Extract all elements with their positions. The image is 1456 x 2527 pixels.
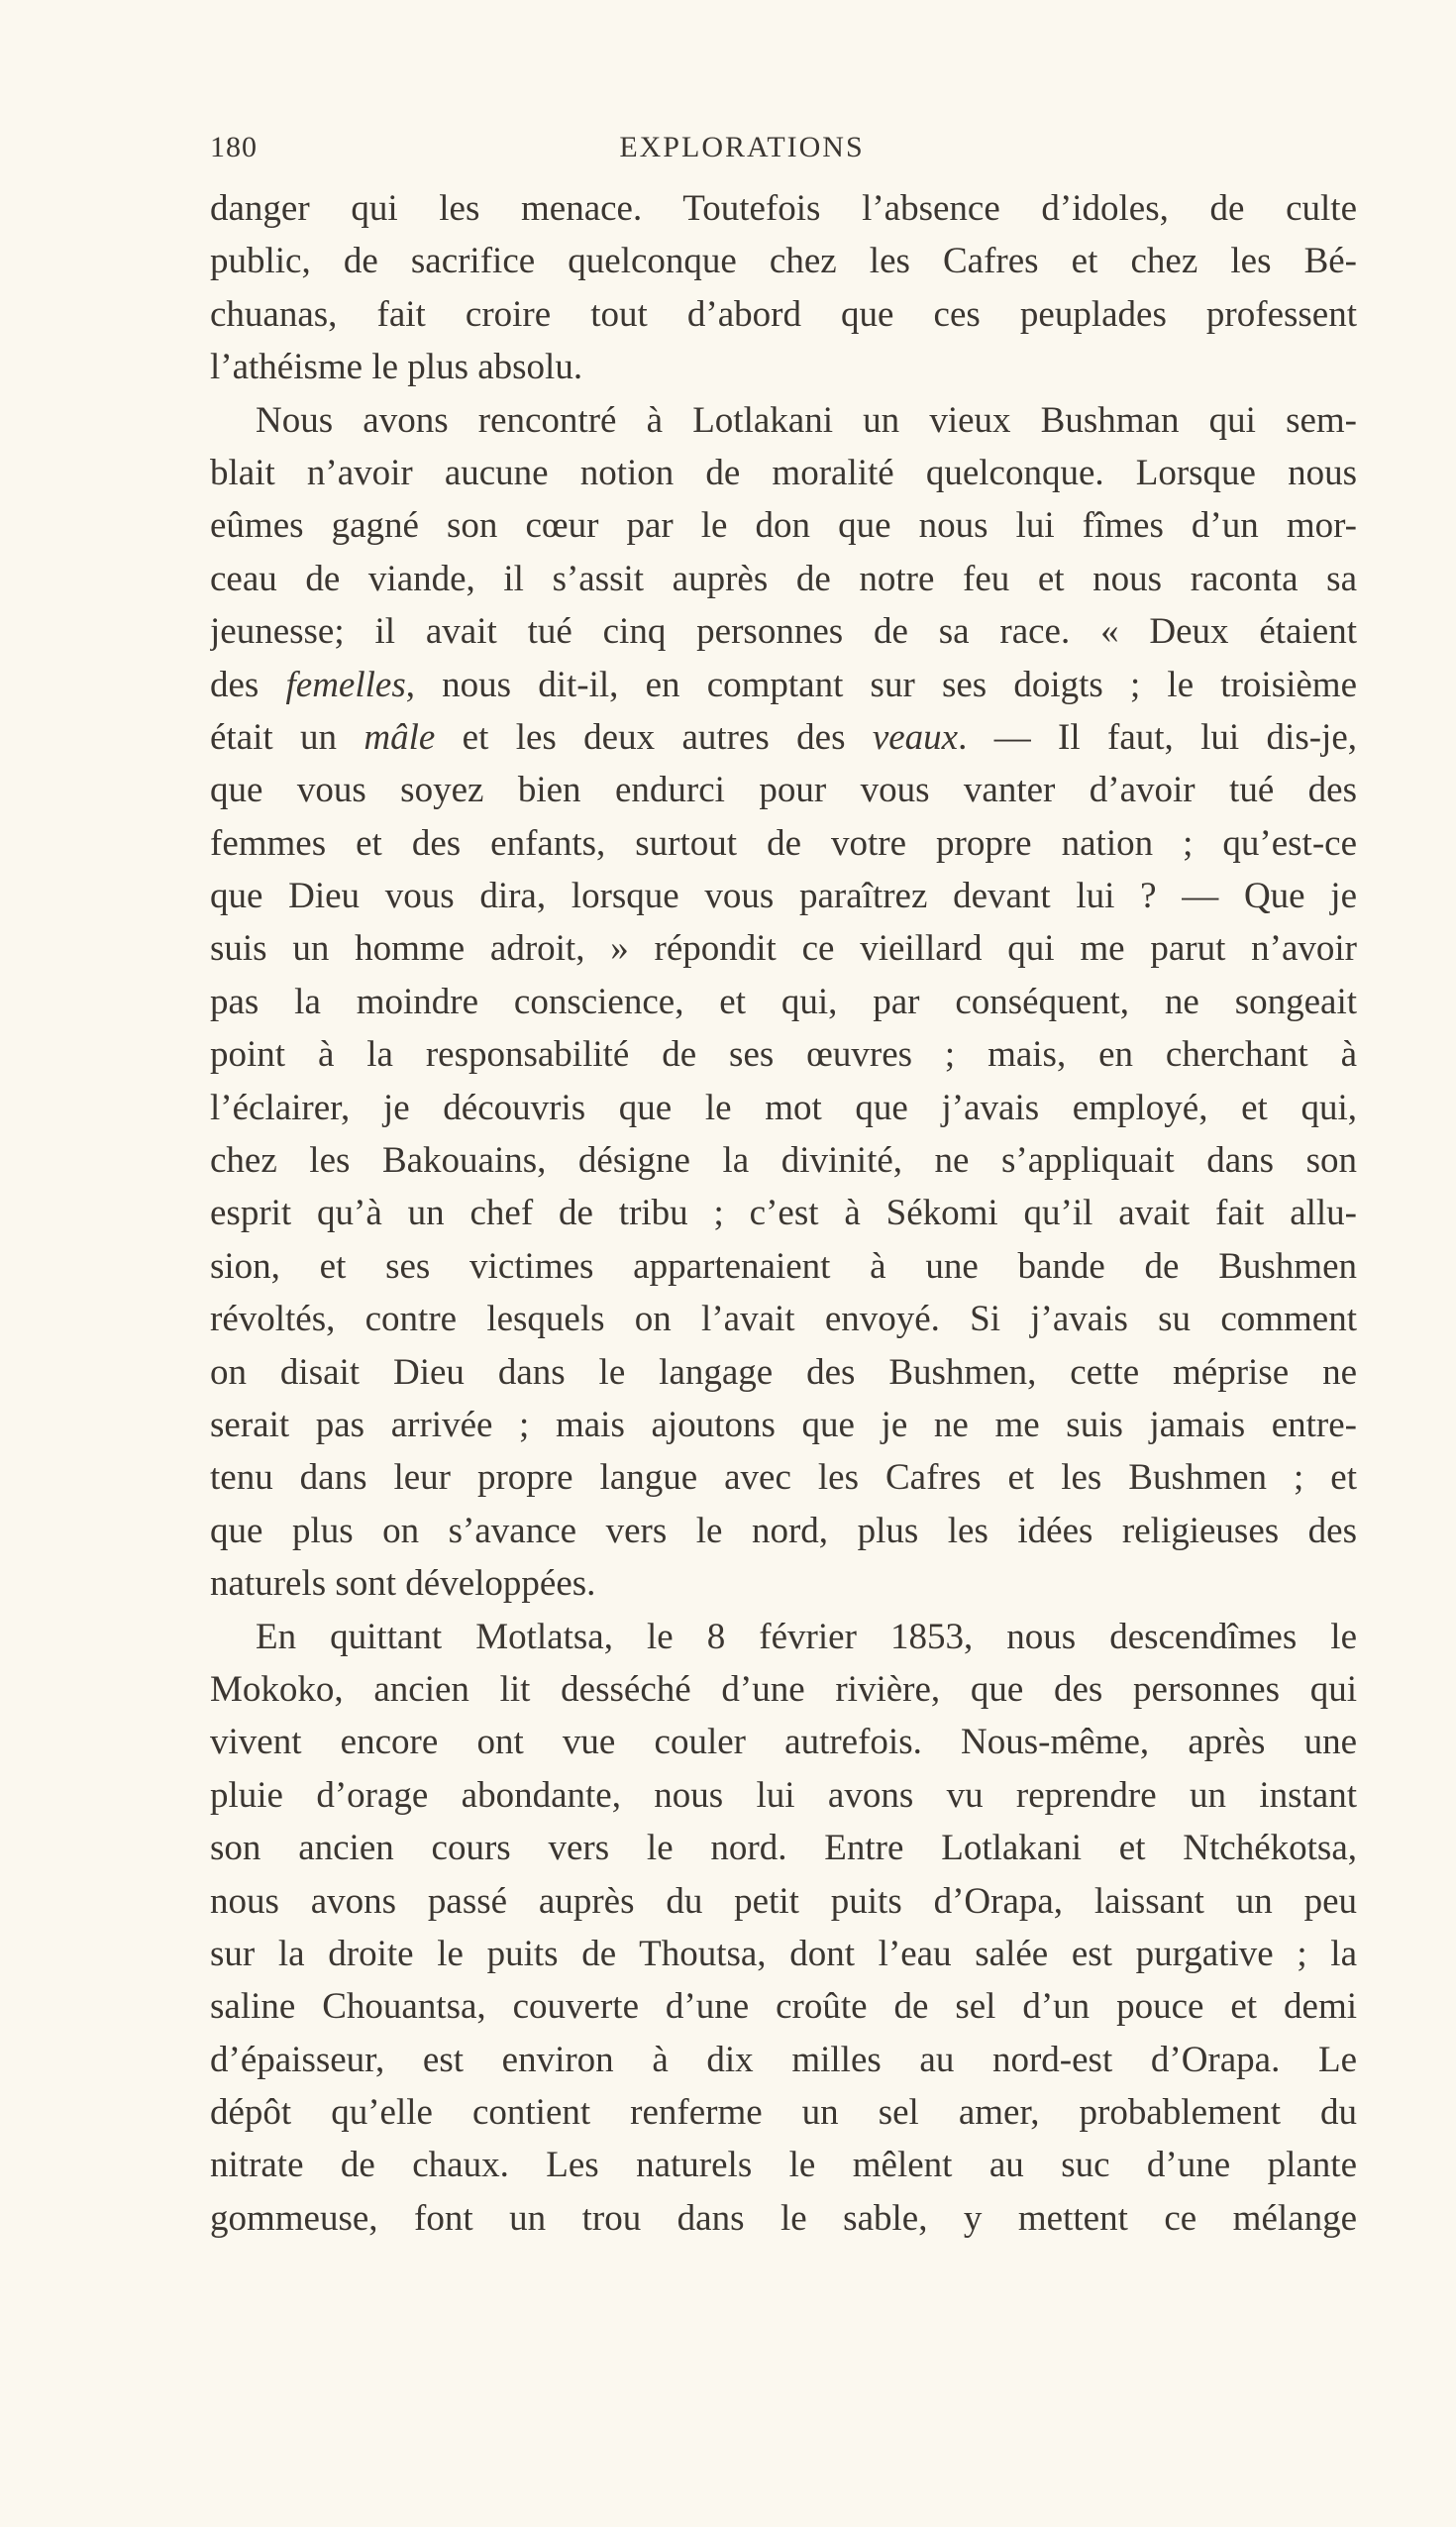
text-line: jeunesse; il avait tué cinq personnes de sa race. « Deux étaient (210, 611, 1357, 653)
text-line: l’athéisme le plus absolu. (210, 347, 583, 388)
text-line: l’éclairer, je découvris que le mot que j’avais employé, et qui, (210, 1087, 1357, 1128)
text-segment: et les deux autres des (435, 716, 873, 758)
text-line: suis un homme adroit, » répondit ce vieillard qui me parut n’avoir (210, 928, 1357, 970)
text-line: blait n’avoir aucune notion de moralité quelconque. Lorsque nous (210, 452, 1357, 493)
text-line: esprit qu’à un chef de tribu ; c’est à Sékomi qu’il avait fait allu- (210, 1193, 1357, 1234)
text-line (210, 711, 1357, 764)
text-line: femmes et des enfants, surtout de votre propre nation ; qu’est-ce (210, 822, 1357, 864)
text-line: on disait Dieu dans le langage des Bushmen, cette méprise ne (210, 1351, 1357, 1393)
text-line: que Dieu vous dira, lorsque vous paraîtrez devant lui ? — Que je (210, 876, 1357, 917)
text-line: En quittant Motlatsa, le 8 février 1853, nous descendîmes le (256, 1616, 1357, 1657)
running-title: EXPLORATIONS (619, 131, 865, 163)
text-line: son ancien cours vers le nord. Entre Lotlakani et Ntchékotsa, (210, 1828, 1357, 1869)
text-line: pluie d’orage abondante, nous lui avons vu reprendre un instant (210, 1774, 1357, 1816)
text-line: tenu dans leur propre langue avec les Cafres et les Bushmen ; et (210, 1457, 1357, 1499)
text-line: gommeuse, font un trou dans le sable, y mettent ce mélange (210, 2197, 1357, 2239)
text-line (210, 659, 1357, 711)
page-body-text (210, 182, 1357, 2245)
text-line: nitrate de chaux. Les naturels le mêlent au suc d’une plante (210, 2145, 1357, 2186)
text-line: public, de sacrifice quelconque chez les Cafres et chez les Bé- (210, 241, 1357, 282)
running-header (210, 131, 1357, 180)
text-line: que vous soyez bien endurci pour vous vanter d’avoir tué des (210, 770, 1357, 811)
italic-word: veaux (872, 716, 959, 758)
page-number: 180 (210, 131, 258, 163)
text-line: révoltés, contre lesquels on l’avait envoyé. Si j’avais su comment (210, 1299, 1357, 1340)
text-line: pas la moindre conscience, et qui, par conséquent, ne songeait (210, 981, 1357, 1022)
text-line: que plus on s’avance vers le nord, plus les idées religieuses des (210, 1510, 1357, 1551)
text-line: dépôt qu’elle contient renferme un sel amer, probablement du (210, 2092, 1357, 2134)
text-line: point à la responsabilité de ses œuvres ; mais, en cherchant à (210, 1034, 1357, 1076)
text-line: serait pas arrivée ; mais ajoutons que je ne me suis jamais entre- (210, 1404, 1357, 1445)
text-line: vivent encore ont vue couler autrefois. Nous-même, après une (210, 1722, 1357, 1763)
italic-word: femelles (285, 664, 406, 705)
paragraph (210, 1611, 1357, 2246)
text-line: Mokoko, ancien lit desséché d’une rivière, que des personnes qui (210, 1668, 1357, 1710)
italic-word: mâle (364, 716, 436, 758)
text-segment: était un (210, 716, 364, 758)
text-line: chez les Bakouains, désigne la divinité, ne s’appliquait dans son (210, 1140, 1357, 1182)
text-line: nous avons passé auprès du petit puits d’Orapa, laissant un peu (210, 1880, 1357, 1922)
text-line: sur la droite le puits de Thoutsa, dont l’eau salée est purgative ; la (210, 1933, 1357, 1974)
text-line: naturels sont développées. (210, 1563, 596, 1605)
paragraph (210, 394, 1357, 1611)
text-line: danger qui les menace. Toutefois l’absence d’idoles, de culte (210, 188, 1357, 229)
text-segment: des (210, 664, 286, 705)
text-line: ceau de viande, il s’assit auprès de notre feu et nous raconta sa (210, 558, 1357, 599)
text-segment: . — Il faut, lui dis-je, (958, 716, 1357, 758)
text-line: Nous avons rencontré à Lotlakani un vieux Bushman qui sem- (256, 399, 1357, 441)
paragraph (210, 182, 1357, 394)
text-line: saline Chouantsa, couverte d’une croûte de sel d’un pouce et demi (210, 1986, 1357, 2028)
text-segment: , nous dit-il, en comptant sur ses doigts ; le troisième (405, 664, 1357, 705)
text-line: d’épaisseur, est environ à dix milles au nord-est d’Orapa. Le (210, 2039, 1357, 2080)
text-line: chuanas, fait croire tout d’abord que ces peuplades professent (210, 293, 1357, 335)
text-line: eûmes gagné son cœur par le don que nous lui fîmes d’un mor- (210, 505, 1357, 547)
text-line: sion, et ses victimes appartenaient à une bande de Bushmen (210, 1245, 1357, 1287)
